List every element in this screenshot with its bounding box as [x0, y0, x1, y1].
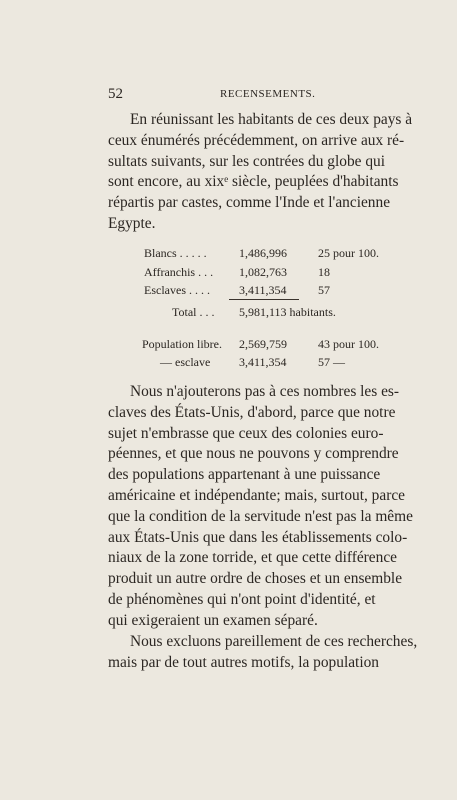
text-line: produit un autre ordre de choses et un ensemble	[108, 570, 403, 588]
page-header	[108, 86, 398, 104]
text-line: américaine et indépendante; mais, surtout, parce	[108, 486, 405, 504]
row-percent: 25 pour 100.	[318, 246, 379, 260]
row-value: 3,411,354	[239, 283, 287, 297]
text-line: Nous n'ajouterons pas à ces nombres les es-	[130, 383, 400, 400]
row-label: — esclave	[160, 355, 211, 369]
text-line: mais par de tout autres motifs, la population	[108, 653, 379, 671]
text-line: des populations appartenant à une puissance	[108, 466, 381, 484]
text-line: En réunissant les habitants de ces deux pays à	[130, 111, 413, 128]
text-line: sont encore, au xixᵉ siècle, peuplées d'habitants	[108, 173, 399, 191]
text-line: Nous excluons pareillement de ces recherches,	[130, 633, 418, 650]
text-line: de phénomènes qui n'ont point d'identité, et	[108, 590, 376, 608]
row-value: 1,486,996	[239, 246, 287, 260]
row-percent: 43 pour 100.	[318, 337, 379, 351]
paragraph-1	[108, 110, 420, 235]
text-line: sultats suivants, sur les contrées du globe qui	[108, 152, 385, 170]
sum-rule	[229, 299, 299, 300]
row-percent: 57	[318, 283, 330, 297]
text-line: Egypte.	[108, 214, 156, 232]
row-value: 3,411,354	[239, 355, 287, 369]
row-value: 1,082,763	[239, 265, 287, 279]
total-label: Total . . .	[172, 305, 215, 319]
row-percent: 57 —	[318, 355, 345, 369]
total-value: 5,981,113 habitants.	[239, 305, 336, 319]
text-line: péennes, et que nous ne pouvons y comprendre	[108, 445, 399, 463]
text-line: que la condition de la servitude n'est pas la même	[108, 507, 413, 525]
text-line: aux États-Unis que dans les établissements colo-	[108, 528, 408, 546]
paragraph-3	[108, 632, 420, 674]
row-label: Population libre.	[142, 337, 222, 351]
text-line: sujet n'embrasse que ceux des colonies euro-	[108, 424, 384, 442]
row-label: Esclaves . . . .	[144, 283, 210, 297]
text-line: claves des États-Unis, d'abord, parce que notre	[108, 403, 396, 421]
text-line: qui exigeraient un examen séparé.	[108, 611, 318, 629]
paragraph-2	[108, 382, 420, 632]
running-title: RECENSEMENTS.	[220, 88, 316, 100]
row-value: 2,569,759	[239, 337, 287, 351]
text-line: ceux énumérés précédemment, on arrive aux ré-	[108, 131, 405, 149]
text-line: niaux de la zone torride, et que cette différence	[108, 549, 397, 567]
text-line: répartis par castes, comme l'Inde et l'ancienne	[108, 194, 391, 212]
page-number: 52	[108, 86, 123, 102]
row-label: Affranchis . . .	[144, 265, 214, 279]
row-percent: 18	[318, 265, 330, 279]
row-label: Blancs . . . . .	[144, 246, 207, 260]
